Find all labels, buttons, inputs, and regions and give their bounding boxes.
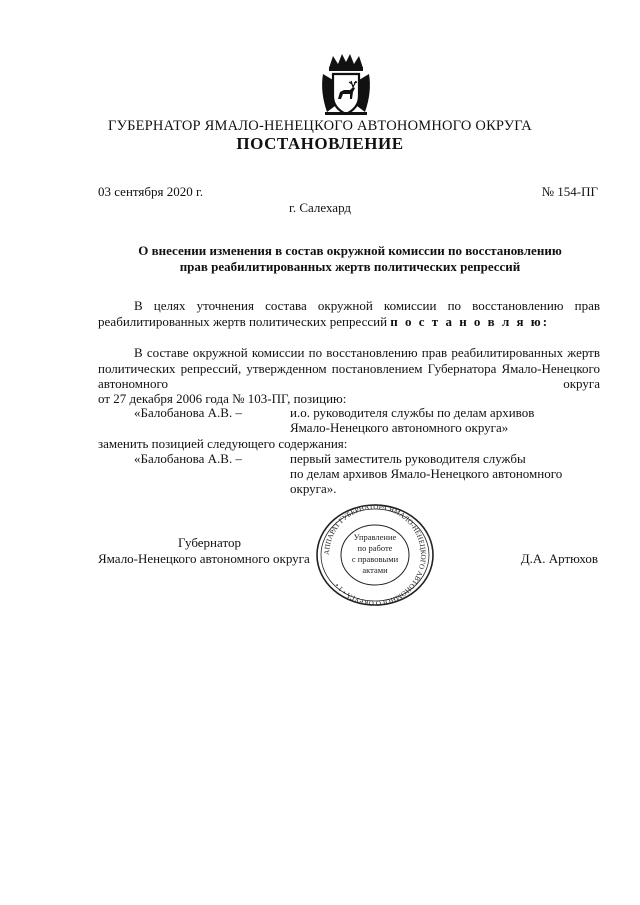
document-number: № 154-ПГ: [541, 184, 598, 199]
stamp-center-line-2: по работе: [357, 543, 393, 553]
signatory-organization: Ямало-Ненецкого автономного округа: [98, 551, 310, 566]
signatory-title: Губернатор: [178, 535, 241, 550]
old-position-title-line-1: и.о. руководителя службы по делам архивов: [290, 405, 535, 420]
new-position-title-line-2: по делам архивов Ямало-Ненецкого автономного: [290, 466, 563, 481]
stamp-center-line-1: Управление: [353, 532, 397, 542]
preamble-text: В целях уточнения состава окружной комиссии по восстановлению прав реабилитированных жертв политических репрессий: [98, 298, 600, 329]
document-title: [100, 243, 600, 275]
issuer-organization: ГУБЕРНАТОР ЯМАЛО-НЕНЕЦКОГО АВТОНОМНОГО ОКРУГА: [108, 118, 532, 134]
amendment-paragraph-last-line: от 27 декабря 2006 года № 103-ПГ, позицию:: [98, 391, 347, 406]
coat-of-arms-emblem: [319, 52, 373, 118]
stamp-center-line-3: с правовыми: [351, 554, 399, 564]
old-position-title-line-2: Ямало-Ненецкого автономного округа»: [290, 420, 509, 435]
amendment-paragraph: В составе окружной комиссии по восстановлению прав реабилитированных жертв политических репрессий, утвержденном постановлением Губернатора Ямало-Ненецкого автономного округа: [98, 345, 600, 391]
title-line-2: прав реабилитированных жертв политических репрессий: [179, 259, 521, 274]
document-city: г. Салехард: [288, 200, 352, 215]
stamp-ring-text: АППАРАТ ГУБЕРНАТОРА ЯМАЛО-НЕНЕЦКОГО АВТОНОМНОГО ОКРУГА • 1 •: [322, 503, 428, 607]
stamp-center-line-4: актами: [362, 565, 388, 575]
new-position-title-line-3: округа».: [290, 481, 337, 496]
official-stamp: [310, 503, 440, 607]
preamble-paragraph: [98, 298, 600, 329]
resolution-word: п о с т а н о в л я ю:: [390, 313, 550, 329]
document-date: 03 сентября 2020 г.: [98, 184, 204, 199]
document-type: ПОСТАНОВЛЕНИЕ: [236, 134, 404, 153]
signatory-name: Д.А. Артюхов: [520, 551, 598, 566]
replace-instruction: заменить позицией следующего содержания:: [98, 436, 348, 451]
new-position-title-line-1: первый заместитель руководителя службы: [290, 451, 526, 466]
title-line-1: О внесении изменения в состав окружной комиссии по восстановлению: [138, 243, 562, 258]
new-position-name: «Балобанова А.В. –: [134, 451, 242, 466]
old-position-name: «Балобанова А.В. –: [134, 405, 242, 420]
